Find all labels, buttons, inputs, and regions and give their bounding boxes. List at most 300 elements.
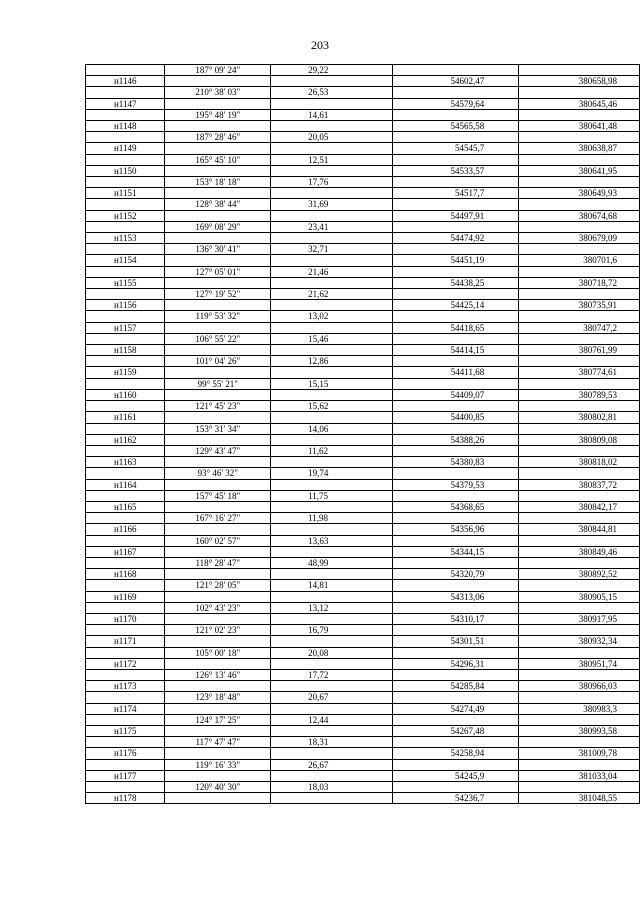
segment-row — [86, 759, 640, 770]
x-coordinate-cell: 54565,58 — [393, 121, 519, 132]
angle-cell: 120° 40' 30" — [165, 782, 271, 793]
y-coordinate-cell — [519, 647, 640, 658]
y-coordinate-cell: 381009,78 — [519, 748, 640, 759]
distance-cell: 17,76 — [271, 177, 393, 188]
segment-row — [86, 535, 640, 546]
point-name-cell: н1174 — [86, 703, 165, 714]
y-coordinate-cell: 380983,3 — [519, 703, 640, 714]
x-coordinate-cell — [393, 221, 519, 232]
angle-cell — [165, 255, 271, 266]
y-coordinate-cell — [519, 602, 640, 613]
y-coordinate-cell — [519, 109, 640, 120]
distance-cell — [271, 569, 393, 580]
angle-cell — [165, 770, 271, 781]
point-name-cell — [86, 378, 165, 389]
distance-cell: 13,12 — [271, 602, 393, 613]
distance-cell: 31,69 — [271, 199, 393, 210]
x-coordinate-cell — [393, 535, 519, 546]
point-name-cell — [86, 65, 165, 76]
point-name-cell: н1153 — [86, 233, 165, 244]
angle-cell: 127° 05' 01" — [165, 266, 271, 277]
distance-cell: 11,62 — [271, 445, 393, 456]
angle-cell — [165, 322, 271, 333]
point-row — [86, 300, 640, 311]
angle-cell — [165, 188, 271, 199]
distance-cell — [271, 725, 393, 736]
point-name-cell: н1178 — [86, 793, 165, 804]
point-name-cell: н1170 — [86, 613, 165, 624]
point-row — [86, 367, 640, 378]
x-coordinate-cell: 54313,06 — [393, 591, 519, 602]
distance-cell: 15,46 — [271, 333, 393, 344]
distance-cell: 13,63 — [271, 535, 393, 546]
distance-cell: 26,53 — [271, 87, 393, 98]
x-coordinate-cell — [393, 625, 519, 636]
angle-cell: 136° 30' 41" — [165, 244, 271, 255]
point-row — [86, 479, 640, 490]
y-coordinate-cell: 380761,99 — [519, 345, 640, 356]
y-coordinate-cell — [519, 580, 640, 591]
y-coordinate-cell: 380641,95 — [519, 165, 640, 176]
angle-cell: 118° 28' 47" — [165, 557, 271, 568]
angle-cell: 157° 45' 18" — [165, 490, 271, 501]
point-row — [86, 591, 640, 602]
y-coordinate-cell — [519, 244, 640, 255]
y-coordinate-cell: 380892,52 — [519, 569, 640, 580]
x-coordinate-cell — [393, 692, 519, 703]
angle-cell — [165, 389, 271, 400]
distance-cell — [271, 412, 393, 423]
x-coordinate-cell: 54474,92 — [393, 233, 519, 244]
distance-cell — [271, 277, 393, 288]
distance-cell: 15,62 — [271, 401, 393, 412]
distance-cell — [271, 121, 393, 132]
segment-row — [86, 199, 640, 210]
y-coordinate-cell: 380802,81 — [519, 412, 640, 423]
angle-cell — [165, 457, 271, 468]
x-coordinate-cell — [393, 423, 519, 434]
y-coordinate-cell: 381048,55 — [519, 793, 640, 804]
y-coordinate-cell: 381033,04 — [519, 770, 640, 781]
distance-cell — [271, 300, 393, 311]
point-name-cell: н1160 — [86, 389, 165, 400]
y-coordinate-cell — [519, 289, 640, 300]
angle-cell: 124° 17' 25" — [165, 714, 271, 725]
distance-cell: 17,72 — [271, 669, 393, 680]
x-coordinate-cell — [393, 132, 519, 143]
point-name-cell — [86, 468, 165, 479]
x-coordinate-cell — [393, 87, 519, 98]
x-coordinate-cell — [393, 356, 519, 367]
y-coordinate-cell: 380701,6 — [519, 255, 640, 266]
angle-cell — [165, 165, 271, 176]
y-coordinate-cell: 380638,87 — [519, 143, 640, 154]
point-row — [86, 524, 640, 535]
distance-cell — [271, 143, 393, 154]
x-coordinate-cell: 54379,53 — [393, 479, 519, 490]
x-coordinate-cell: 54602,47 — [393, 76, 519, 87]
point-name-cell: н1163 — [86, 457, 165, 468]
segment-row — [86, 289, 640, 300]
angle-cell: 169° 08' 29" — [165, 221, 271, 232]
point-name-cell — [86, 490, 165, 501]
distance-cell: 11,75 — [271, 490, 393, 501]
x-coordinate-cell — [393, 65, 519, 76]
point-name-cell — [86, 154, 165, 165]
x-coordinate-cell — [393, 714, 519, 725]
distance-cell: 12,51 — [271, 154, 393, 165]
x-coordinate-cell — [393, 737, 519, 748]
distance-cell — [271, 613, 393, 624]
distance-cell: 26,67 — [271, 759, 393, 770]
distance-cell — [271, 188, 393, 199]
angle-cell — [165, 367, 271, 378]
coordinates-table — [85, 64, 640, 804]
y-coordinate-cell: 380966,03 — [519, 681, 640, 692]
y-coordinate-cell: 380649,93 — [519, 188, 640, 199]
x-coordinate-cell: 54380,83 — [393, 457, 519, 468]
segment-row — [86, 154, 640, 165]
distance-cell: 18,03 — [271, 782, 393, 793]
point-name-cell: н1167 — [86, 546, 165, 557]
distance-cell — [271, 770, 393, 781]
distance-cell — [271, 98, 393, 109]
point-row — [86, 725, 640, 736]
x-coordinate-cell: 54409,07 — [393, 389, 519, 400]
point-name-cell: н1176 — [86, 748, 165, 759]
x-coordinate-cell — [393, 580, 519, 591]
point-name-cell — [86, 782, 165, 793]
point-row — [86, 613, 640, 624]
y-coordinate-cell: 380809,08 — [519, 434, 640, 445]
point-row — [86, 255, 640, 266]
x-coordinate-cell: 54320,79 — [393, 569, 519, 580]
point-name-cell: н1151 — [86, 188, 165, 199]
y-coordinate-cell: 380645,46 — [519, 98, 640, 109]
angle-cell — [165, 725, 271, 736]
y-coordinate-cell — [519, 490, 640, 501]
point-name-cell — [86, 177, 165, 188]
point-name-cell: н1166 — [86, 524, 165, 535]
angle-cell: 121° 02' 23" — [165, 625, 271, 636]
angle-cell — [165, 233, 271, 244]
angle-cell — [165, 277, 271, 288]
distance-cell — [271, 501, 393, 512]
x-coordinate-cell: 54451,19 — [393, 255, 519, 266]
y-coordinate-cell — [519, 333, 640, 344]
segment-row — [86, 445, 640, 456]
distance-cell: 11,98 — [271, 513, 393, 524]
x-coordinate-cell — [393, 311, 519, 322]
segment-row — [86, 580, 640, 591]
distance-cell: 14,06 — [271, 423, 393, 434]
distance-cell: 15,15 — [271, 378, 393, 389]
segment-row — [86, 490, 640, 501]
distance-cell — [271, 210, 393, 221]
point-name-cell: н1148 — [86, 121, 165, 132]
angle-cell — [165, 143, 271, 154]
distance-cell — [271, 322, 393, 333]
point-name-cell — [86, 401, 165, 412]
x-coordinate-cell: 54274,49 — [393, 703, 519, 714]
angle-cell — [165, 210, 271, 221]
y-coordinate-cell: 380917,95 — [519, 613, 640, 624]
point-row — [86, 143, 640, 154]
point-name-cell: н1156 — [86, 300, 165, 311]
point-row — [86, 748, 640, 759]
angle-cell — [165, 76, 271, 87]
point-name-cell — [86, 625, 165, 636]
y-coordinate-cell — [519, 557, 640, 568]
point-name-cell: н1152 — [86, 210, 165, 221]
point-row — [86, 793, 640, 804]
distance-cell — [271, 457, 393, 468]
point-name-cell: н1159 — [86, 367, 165, 378]
point-row — [86, 188, 640, 199]
y-coordinate-cell — [519, 782, 640, 793]
angle-cell: 99° 55' 21" — [165, 378, 271, 389]
point-name-cell — [86, 445, 165, 456]
point-name-cell — [86, 221, 165, 232]
point-name-cell: н1171 — [86, 636, 165, 647]
angle-cell — [165, 524, 271, 535]
distance-cell — [271, 703, 393, 714]
distance-cell: 23,41 — [271, 221, 393, 232]
angle-cell — [165, 121, 271, 132]
point-row — [86, 546, 640, 557]
point-name-cell: н1158 — [86, 345, 165, 356]
x-coordinate-cell: 54438,25 — [393, 277, 519, 288]
segment-row — [86, 714, 640, 725]
point-name-cell: н1149 — [86, 143, 165, 154]
segment-row — [86, 266, 640, 277]
distance-cell — [271, 591, 393, 602]
segment-row — [86, 311, 640, 322]
y-coordinate-cell — [519, 87, 640, 98]
point-name-cell — [86, 87, 165, 98]
point-name-cell — [86, 333, 165, 344]
point-name-cell — [86, 356, 165, 367]
y-coordinate-cell: 380837,72 — [519, 479, 640, 490]
distance-cell: 16,79 — [271, 625, 393, 636]
segment-row — [86, 468, 640, 479]
y-coordinate-cell — [519, 311, 640, 322]
y-coordinate-cell — [519, 266, 640, 277]
y-coordinate-cell — [519, 625, 640, 636]
y-coordinate-cell — [519, 356, 640, 367]
segment-row — [86, 132, 640, 143]
y-coordinate-cell: 380679,09 — [519, 233, 640, 244]
point-name-cell: н1162 — [86, 434, 165, 445]
point-row — [86, 770, 640, 781]
angle-cell: 210° 38' 03" — [165, 87, 271, 98]
distance-cell — [271, 681, 393, 692]
y-coordinate-cell: 380747,2 — [519, 322, 640, 333]
distance-cell: 20,67 — [271, 692, 393, 703]
angle-cell — [165, 793, 271, 804]
x-coordinate-cell: 54400,85 — [393, 412, 519, 423]
x-coordinate-cell: 54296,31 — [393, 658, 519, 669]
point-row — [86, 412, 640, 423]
point-name-cell: н1173 — [86, 681, 165, 692]
point-name-cell: н1161 — [86, 412, 165, 423]
point-name-cell: н1175 — [86, 725, 165, 736]
distance-cell — [271, 479, 393, 490]
y-coordinate-cell: 380674,68 — [519, 210, 640, 221]
angle-cell: 106° 55' 22" — [165, 333, 271, 344]
segment-row — [86, 669, 640, 680]
point-row — [86, 233, 640, 244]
point-name-cell — [86, 423, 165, 434]
y-coordinate-cell — [519, 669, 640, 680]
angle-cell: 126° 13' 46" — [165, 669, 271, 680]
distance-cell: 13,02 — [271, 311, 393, 322]
segment-row — [86, 557, 640, 568]
point-name-cell: н1157 — [86, 322, 165, 333]
angle-cell — [165, 613, 271, 624]
y-coordinate-cell — [519, 692, 640, 703]
y-coordinate-cell: 380641,48 — [519, 121, 640, 132]
y-coordinate-cell — [519, 378, 640, 389]
distance-cell — [271, 524, 393, 535]
x-coordinate-cell: 54236,7 — [393, 793, 519, 804]
angle-cell — [165, 636, 271, 647]
x-coordinate-cell — [393, 401, 519, 412]
angle-cell: 153° 18' 18" — [165, 177, 271, 188]
y-coordinate-cell — [519, 401, 640, 412]
x-coordinate-cell: 54285,84 — [393, 681, 519, 692]
x-coordinate-cell: 54258,94 — [393, 748, 519, 759]
x-coordinate-cell: 54245,9 — [393, 770, 519, 781]
x-coordinate-cell: 54301,51 — [393, 636, 519, 647]
x-coordinate-cell — [393, 244, 519, 255]
point-row — [86, 457, 640, 468]
segment-row — [86, 221, 640, 232]
point-row — [86, 501, 640, 512]
x-coordinate-cell: 54545,7 — [393, 143, 519, 154]
point-name-cell: н1164 — [86, 479, 165, 490]
segment-row — [86, 782, 640, 793]
segment-row — [86, 625, 640, 636]
y-coordinate-cell — [519, 177, 640, 188]
point-row — [86, 98, 640, 109]
x-coordinate-cell: 54414,15 — [393, 345, 519, 356]
y-coordinate-cell — [519, 65, 640, 76]
point-row — [86, 389, 640, 400]
angle-cell: 187° 28' 46" — [165, 132, 271, 143]
point-row — [86, 76, 640, 87]
segment-row — [86, 244, 640, 255]
point-name-cell — [86, 580, 165, 591]
angle-cell: 121° 28' 05" — [165, 580, 271, 591]
point-name-cell — [86, 513, 165, 524]
point-name-cell: н1147 — [86, 98, 165, 109]
y-coordinate-cell — [519, 468, 640, 479]
segment-row — [86, 401, 640, 412]
angle-cell — [165, 345, 271, 356]
angle-cell — [165, 501, 271, 512]
point-row — [86, 434, 640, 445]
angle-cell: 128° 38' 44" — [165, 199, 271, 210]
angle-cell: 167° 16' 27" — [165, 513, 271, 524]
distance-cell: 20,05 — [271, 132, 393, 143]
distance-cell — [271, 793, 393, 804]
segment-row — [86, 333, 640, 344]
point-name-cell — [86, 602, 165, 613]
distance-cell: 14,61 — [271, 109, 393, 120]
x-coordinate-cell — [393, 602, 519, 613]
point-row — [86, 681, 640, 692]
distance-cell: 12,86 — [271, 356, 393, 367]
coordinates-table-body — [86, 65, 640, 804]
x-coordinate-cell: 54310,17 — [393, 613, 519, 624]
angle-cell — [165, 681, 271, 692]
angle-cell — [165, 434, 271, 445]
angle-cell — [165, 546, 271, 557]
x-coordinate-cell — [393, 490, 519, 501]
angle-cell: 102° 43' 23" — [165, 602, 271, 613]
distance-cell: 18,31 — [271, 737, 393, 748]
y-coordinate-cell — [519, 154, 640, 165]
point-name-cell: н1146 — [86, 76, 165, 87]
point-name-cell — [86, 132, 165, 143]
x-coordinate-cell — [393, 782, 519, 793]
x-coordinate-cell — [393, 154, 519, 165]
point-name-cell — [86, 199, 165, 210]
distance-cell — [271, 389, 393, 400]
point-row — [86, 345, 640, 356]
x-coordinate-cell — [393, 333, 519, 344]
x-coordinate-cell: 54411,68 — [393, 367, 519, 378]
segment-row — [86, 65, 640, 76]
angle-cell — [165, 412, 271, 423]
angle-cell: 119° 16' 33" — [165, 759, 271, 770]
y-coordinate-cell: 380844,81 — [519, 524, 640, 535]
distance-cell — [271, 636, 393, 647]
angle-cell — [165, 300, 271, 311]
y-coordinate-cell: 380658,98 — [519, 76, 640, 87]
y-coordinate-cell — [519, 221, 640, 232]
x-coordinate-cell — [393, 513, 519, 524]
point-name-cell — [86, 311, 165, 322]
x-coordinate-cell — [393, 445, 519, 456]
x-coordinate-cell: 54356,96 — [393, 524, 519, 535]
segment-row — [86, 356, 640, 367]
angle-cell: 127° 19' 52" — [165, 289, 271, 300]
x-coordinate-cell — [393, 109, 519, 120]
angle-cell — [165, 703, 271, 714]
x-coordinate-cell — [393, 177, 519, 188]
y-coordinate-cell: 380993,58 — [519, 725, 640, 736]
angle-cell: 101° 04' 26" — [165, 356, 271, 367]
page-number: 203 — [311, 38, 329, 52]
angle-cell: 160° 02' 57" — [165, 535, 271, 546]
segment-row — [86, 109, 640, 120]
distance-cell — [271, 233, 393, 244]
y-coordinate-cell — [519, 535, 640, 546]
segment-row — [86, 87, 640, 98]
point-row — [86, 277, 640, 288]
point-name-cell — [86, 669, 165, 680]
x-coordinate-cell: 54344,15 — [393, 546, 519, 557]
angle-cell: 93° 46' 32" — [165, 468, 271, 479]
point-name-cell: н1155 — [86, 277, 165, 288]
x-coordinate-cell — [393, 647, 519, 658]
angle-cell — [165, 658, 271, 669]
y-coordinate-cell: 380718,72 — [519, 277, 640, 288]
angle-cell — [165, 479, 271, 490]
angle-cell — [165, 591, 271, 602]
